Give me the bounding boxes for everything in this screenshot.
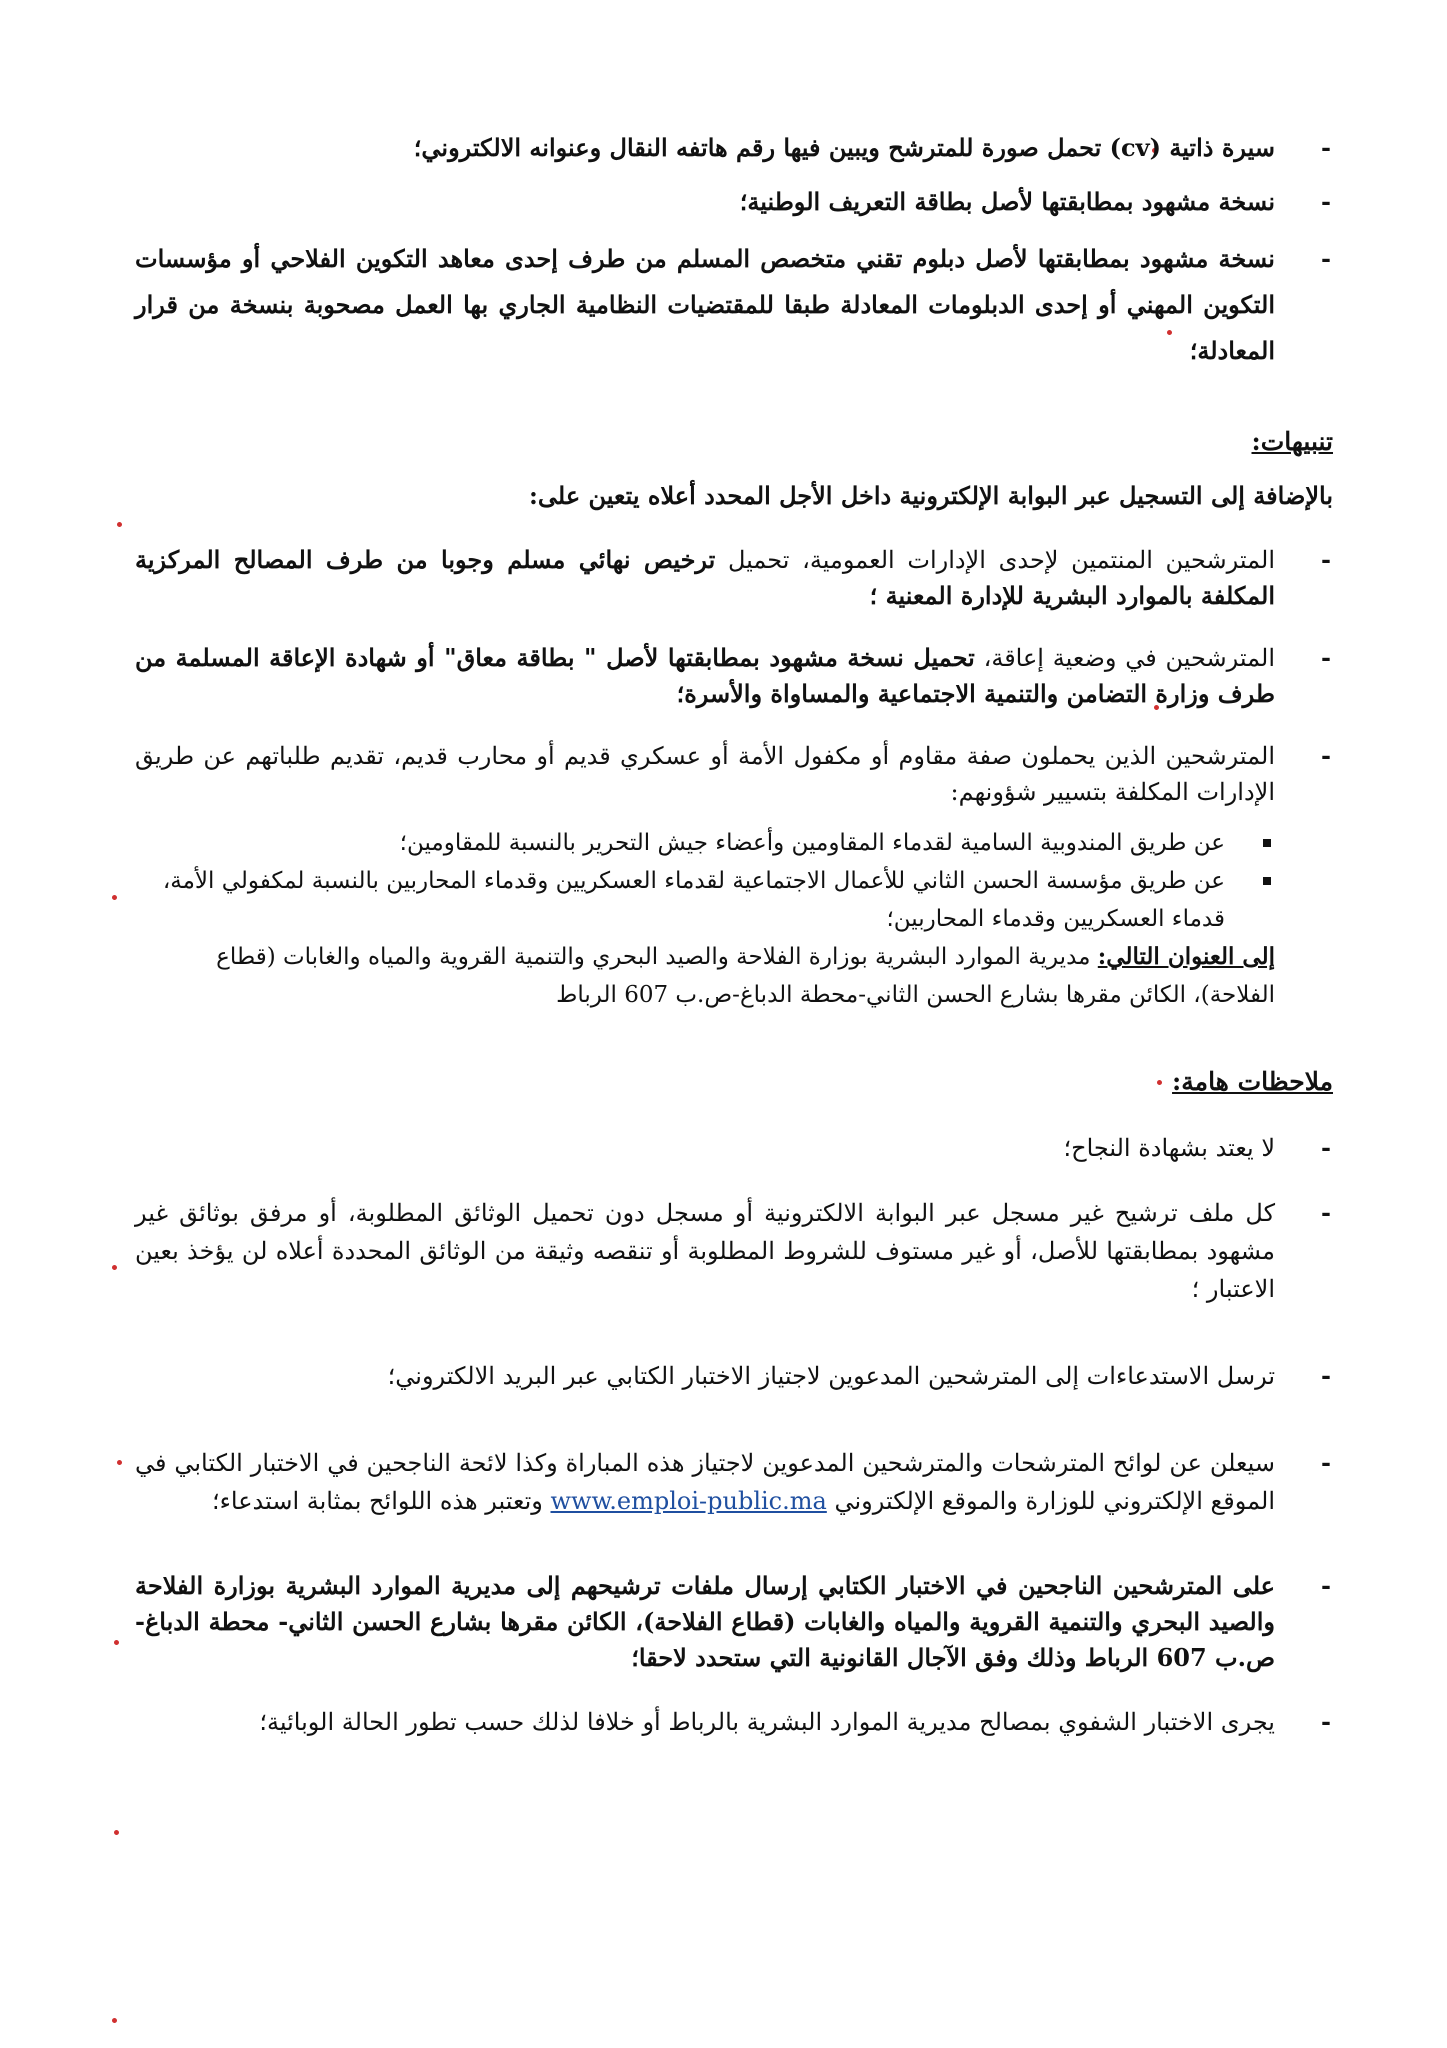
bullet-item-resistance: [135, 824, 1333, 862]
remark-item-text-end: وتعتبر هذه اللوائح بمثابة استدعاء؛: [211, 1487, 551, 1515]
address-block: [135, 938, 1333, 1014]
margin-mark: [116, 521, 123, 528]
bullet-item-text: عن طريق مؤسسة الحسن الثاني للأعمال الاجتماعية لقدماء العسكريين وقدماء المحاربين بالنسبة لمكفولي الأمة، قدماء العسكريين وقدماء المحاربين؛: [162, 868, 1225, 932]
square-bullet-icon: [1263, 839, 1271, 847]
notice-item-text: المترشحين في وضعية إعاقة،: [974, 644, 1275, 672]
emploi-public-link[interactable]: www.emploi-public.ma: [550, 1487, 827, 1515]
margin-mark: [113, 1829, 120, 1836]
remark-item-convocations: [135, 1356, 1333, 1396]
remark-item-text: يجرى الاختبار الشفوي بمصالح مديرية الموارد البشرية بالرباط أو خلافا لذلك حسب تطور الحالة الوبائية؛: [259, 1708, 1275, 1736]
margin-mark: [116, 1459, 123, 1466]
remark-item-incomplete-file: [135, 1194, 1333, 1308]
list-dash: -: [1321, 244, 1331, 273]
notice-item-public-employees: [135, 542, 1333, 614]
remark-item-text: سيعلن عن لوائح المترشحات والمترشحين المدعوين لاجتياز هذه المباراة وكذا لائحة الناجحين في الاختبار الكتابي في الموقع الإلكتروني للوزارة والموقع الإلكتروني: [135, 1449, 1275, 1515]
notice-item-emphasis: تحميل نسخة مشهود بمطابقتها لأصل " بطاقة معاق" أو شهادة الإعاقة المسلمة من طرف وزارة التضامن والتنمية الاجتماعية والمساواة والأسرة؛: [135, 643, 1275, 708]
remark-item-oral-exam: [135, 1702, 1333, 1742]
notice-item-text: المترشحين المنتمين لإحدى الإدارات العمومية، تحميل: [715, 546, 1275, 574]
document-body: [135, 128, 1333, 1742]
notice-item-text: المترشحين الذين يحملون صفة مقاوم أو مكفول الأمة أو عسكري قديم أو محارب قديم، تقديم طلباتهم عن طريق الإدارات المكلفة بتسيير شؤونهم:: [135, 742, 1275, 806]
remark-item-text: ترسل الاستدعاءات إلى المترشحين المدعوين لاجتياز الاختبار الكتابي عبر البريد الالكتروني؛: [387, 1362, 1275, 1390]
list-dash: -: [1321, 133, 1331, 162]
address-label: إلى العنوان التالي:: [1097, 943, 1275, 970]
list-dash: -: [1321, 1707, 1331, 1736]
list-dash: -: [1321, 1198, 1331, 1227]
list-dash: -: [1321, 1133, 1331, 1162]
margin-mark: [113, 1639, 120, 1646]
square-bullet-icon: [1263, 877, 1271, 885]
margin-mark: [111, 894, 118, 901]
list-item-text: نسخة مشهود بمطابقتها لأصل دبلوم تقني متخصص المسلم من طرف إحدى معاهد التكوين الفلاحي أو مؤسسات التكوين المهني أو إحدى الدبلومات المعادلة طبقا للمقتضيات النظامية الجاري بها العمل مصحوبة بنسخة من قرار المعادلة؛: [135, 244, 1275, 365]
list-item-text: نسخة مشهود بمطابقتها لأصل بطاقة التعريف الوطنية؛: [739, 187, 1275, 216]
remarks-heading: ملاحظات هامة:: [1172, 1067, 1333, 1096]
notice-item-emphasis: ترخيص نهائي مسلم وجوبا من طرف المصالح المركزية المكلفة بالموارد البشرية للإدارة المعنية ؛: [135, 545, 1275, 610]
margin-mark: [111, 2017, 118, 2024]
margin-mark: [111, 1264, 118, 1271]
list-dash: -: [1321, 741, 1331, 770]
remark-item-text: لا يعتد بشهادة النجاح؛: [1063, 1134, 1275, 1162]
bullet-item-hassan-foundation: [135, 862, 1333, 938]
list-dash: -: [1321, 1571, 1331, 1600]
list-dash: -: [1321, 545, 1331, 574]
list-item-cv: [135, 128, 1333, 168]
list-dash: -: [1321, 1448, 1331, 1477]
remark-item-success-certificate: [135, 1128, 1333, 1168]
list-dash: -: [1321, 1361, 1331, 1390]
notices-lead: بالإضافة إلى التسجيل عبر البوابة الإلكترونية داخل الأجل المحدد أعلاه يتعين على:: [529, 481, 1333, 510]
notice-item-disability: [135, 640, 1333, 712]
list-item-text: سيرة ذاتية (cv) تحمل صورة للمترشح ويبين فيها رقم هاتفه النقال وعنوانه الالكتروني؛: [413, 133, 1275, 162]
list-dash: -: [1321, 643, 1331, 672]
remark-item-lists-published: [135, 1444, 1333, 1520]
bullet-item-text: عن طريق المندوبية السامية لقدماء المقاومين وأعضاء جيش التحرير بالنسبة للمقاومين؛: [399, 830, 1225, 856]
notice-item-veterans: [135, 738, 1333, 810]
remark-item-text: كل ملف ترشيح غير مسجل عبر البوابة الالكترونية أو مسجل دون تحميل الوثائق المطلوبة، أو مرفق بوثائق غير مشهود بمطابقتها للأصل، أو غير مستوف للشروط المطلوبة أو تنقصه وثيقة من الوثائق المحددة أعلاه لن يؤخذ بعين الاعتبار ؛: [135, 1199, 1275, 1303]
list-item-diploma: [135, 236, 1333, 374]
remark-item-successful-candidates: [135, 1568, 1333, 1676]
remark-item-text: على المترشحين الناجحين في الاختبار الكتابي إرسال ملفات ترشيحهم إلى مديرية الموارد البشرية بوزارة الفلاحة والصيد البحري والتنمية القروية والمياه والغابات (قطاع الفلاحة)، الكائن مقرها بشارع الحسن الثاني- محطة الدباغ-ص.ب 607 الرباط وذلك وفق الآجال القانونية التي ستحدد لاحقا؛: [135, 1571, 1275, 1672]
address-text: مديرية الموارد البشرية بوزارة الفلاحة والصيد البحري والتنمية القروية والمياه والغابات (قطاع الفلاحة)، الكائن مقرها بشارع الحسن الثاني-محطة الدباغ-ص.ب 607 الرباط: [216, 944, 1275, 1008]
list-item-id-card: [135, 182, 1333, 222]
list-dash: -: [1321, 187, 1331, 216]
notices-heading: تنبيهات:: [1251, 427, 1333, 456]
